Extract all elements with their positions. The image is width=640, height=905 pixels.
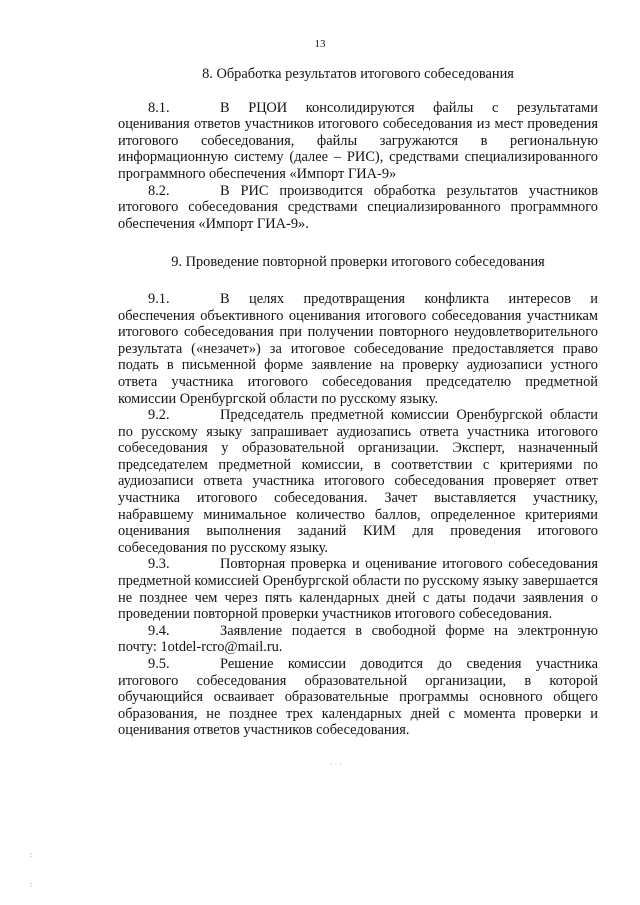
section-9-heading: 9. Проведение повторной проверки итогового собеседования <box>171 254 545 271</box>
scan-artifact: · · · <box>330 760 342 769</box>
paragraph-text: В РИС производится обработка результатов участников итогового собеседования средствами специализированного программного обеспечения «Импорт ГИА-9». <box>118 182 598 232</box>
paragraph-9-5 <box>118 656 598 739</box>
page-number: 13 <box>314 38 326 50</box>
paragraph-9-2 <box>118 407 598 556</box>
paragraph-9-1 <box>118 291 598 407</box>
paragraph-number: 9.4. <box>148 622 170 639</box>
scan-artifact: : <box>30 850 33 859</box>
paragraph-number: 9.3. <box>148 556 170 573</box>
paragraph-number: 8.2. <box>148 182 170 199</box>
paragraph-number: 8.1. <box>148 99 170 116</box>
paragraph-number: 9.5. <box>148 656 170 672</box>
paragraph-text: Решение комиссии доводится до сведения участника итогового собеседования образовательной организации, в которой обучающийся осваивает образовательные программы основного общего образования, не позднее трех календарных дней с момента проверки и оценивания ответов участников собеседования. <box>118 656 598 739</box>
paragraph-text: В РЦОИ консолидируются файлы с результатами оценивания ответов участников итогового собеседования из мест проведения итогового собеседования, файлы загружаются в региональную информационную систему (далее – РИС), средствами специализированного программного обеспечения «Импорт ГИА-9» <box>118 99 598 182</box>
paragraph-number: 9.1. <box>148 290 170 307</box>
section-8-heading: 8. Обработка результатов итогового собеседования <box>202 66 514 82</box>
scan-artifact: : <box>30 880 33 889</box>
paragraph-9-3 <box>118 556 598 622</box>
paragraph-number: 9.2. <box>148 407 170 424</box>
paragraph-9-4 <box>118 623 598 656</box>
document-body <box>118 66 598 739</box>
paragraph-8-1 <box>118 100 598 183</box>
paragraph-text: В целях предотвращения конфликта интересов и обеспечения объективного оценивания итогового собеседования участникам итогового собеседования при получении повторного неудовлетворительного результата («незачет») за итоговое собеседование предоставляется право подать в письменной форме заявление на проверку аудиозаписи устного ответа участника итогового собеседования председателю предметной комиссии Оренбургской области по русскому языку. <box>118 290 598 407</box>
paragraph-8-2 <box>118 183 598 233</box>
paragraph-text: Повторная проверка и оценивание итогового собеседования предметной комиссией Оренбургской области по русскому языку завершается не позднее чем через пять календарных дней с даты подачи заявления о проведении повторной проверки участников итогового собеседования. <box>118 556 598 623</box>
paragraph-text: Заявление подается в свободной форме на электронную почту: 1otdel-rcro@mail.ru. <box>118 622 598 656</box>
paragraph-text: Председатель предметной комиссии Оренбургской области по русскому языку запрашивает аудиозапись ответа участника итогового собеседования у образовательной организации. Эксперт, назначенный председателем предметной комиссии, в соответствии с критериями по аудиозаписи ответа участника итогового собеседования проверяет ответ участника итогового собеседования. Зачет выставляется участнику, набравшему минимальное количество баллов, определенное критериями оценивания выполнения заданий КИМ для проведения итогового собеседования по русскому языку. <box>118 407 598 556</box>
